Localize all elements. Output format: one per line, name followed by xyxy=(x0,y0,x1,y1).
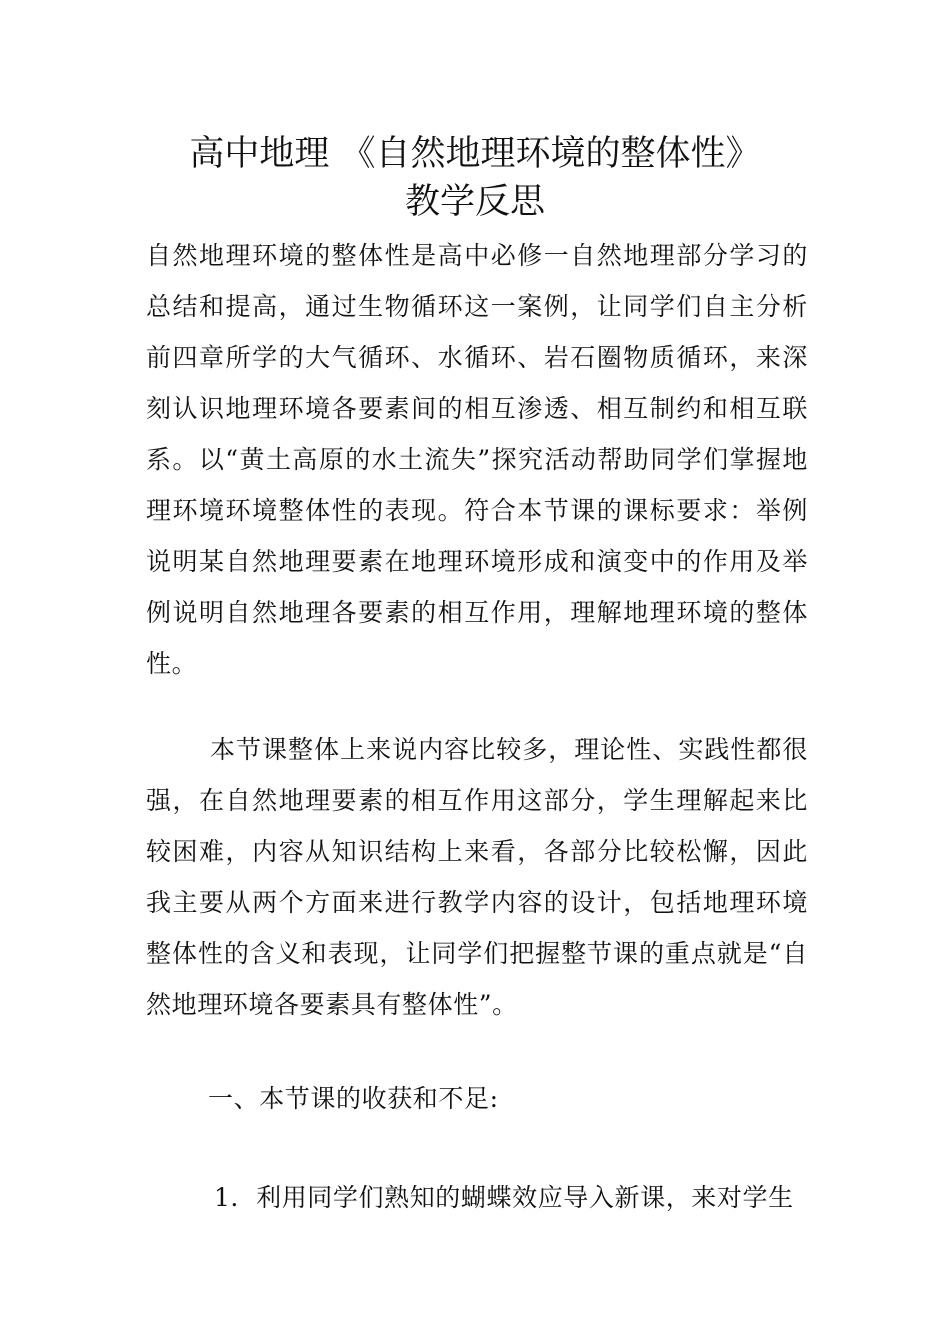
intro-paragraph: 自然地理环境的整体性是高中必修一自然地理部分学习的总结和提高，通过生物循环这一案例，让同学们自主分析前四章所学的大气循环、水循环、岩石圈物质循环，来深刻认识地理环境各要素间的相互渗透、相互制约和相互联系。以“黄土高原的水土流失”探究活动帮助同学们掌握地理环境环境整体性的表现。符合本节课的课标要求：举例说明某自然地理要素在地理环境形成和演变中的作用及举例说明自然地理各要素的相互作用，理解地理环境的整体性。 xyxy=(146,241,808,678)
section-heading: 一、本节课的收获和不足: xyxy=(208,1084,499,1113)
document-title-line-1: 高中地理 《自然地理环境的整体性》 xyxy=(189,134,761,174)
list-item-1: 1．利用同学们熟知的蝴蝶效应导入新课，来对学生 xyxy=(214,1183,794,1212)
document-title-line-2: 教学反思 xyxy=(404,182,545,222)
design-paragraph: 本节课整体上来说内容比较多，理论性、实践性都很强，在自然地理要素的相互作用这部分，学生理解起来比较困难，内容从知识结构上来看，各部分比较松懈，因此我主要从两个方面来进行教学内容的设计，包括地理环境整体性的含义和表现，让同学们把握整节课的重点就是“自然地理环境各要素具有整体性”。 xyxy=(146,735,808,1019)
